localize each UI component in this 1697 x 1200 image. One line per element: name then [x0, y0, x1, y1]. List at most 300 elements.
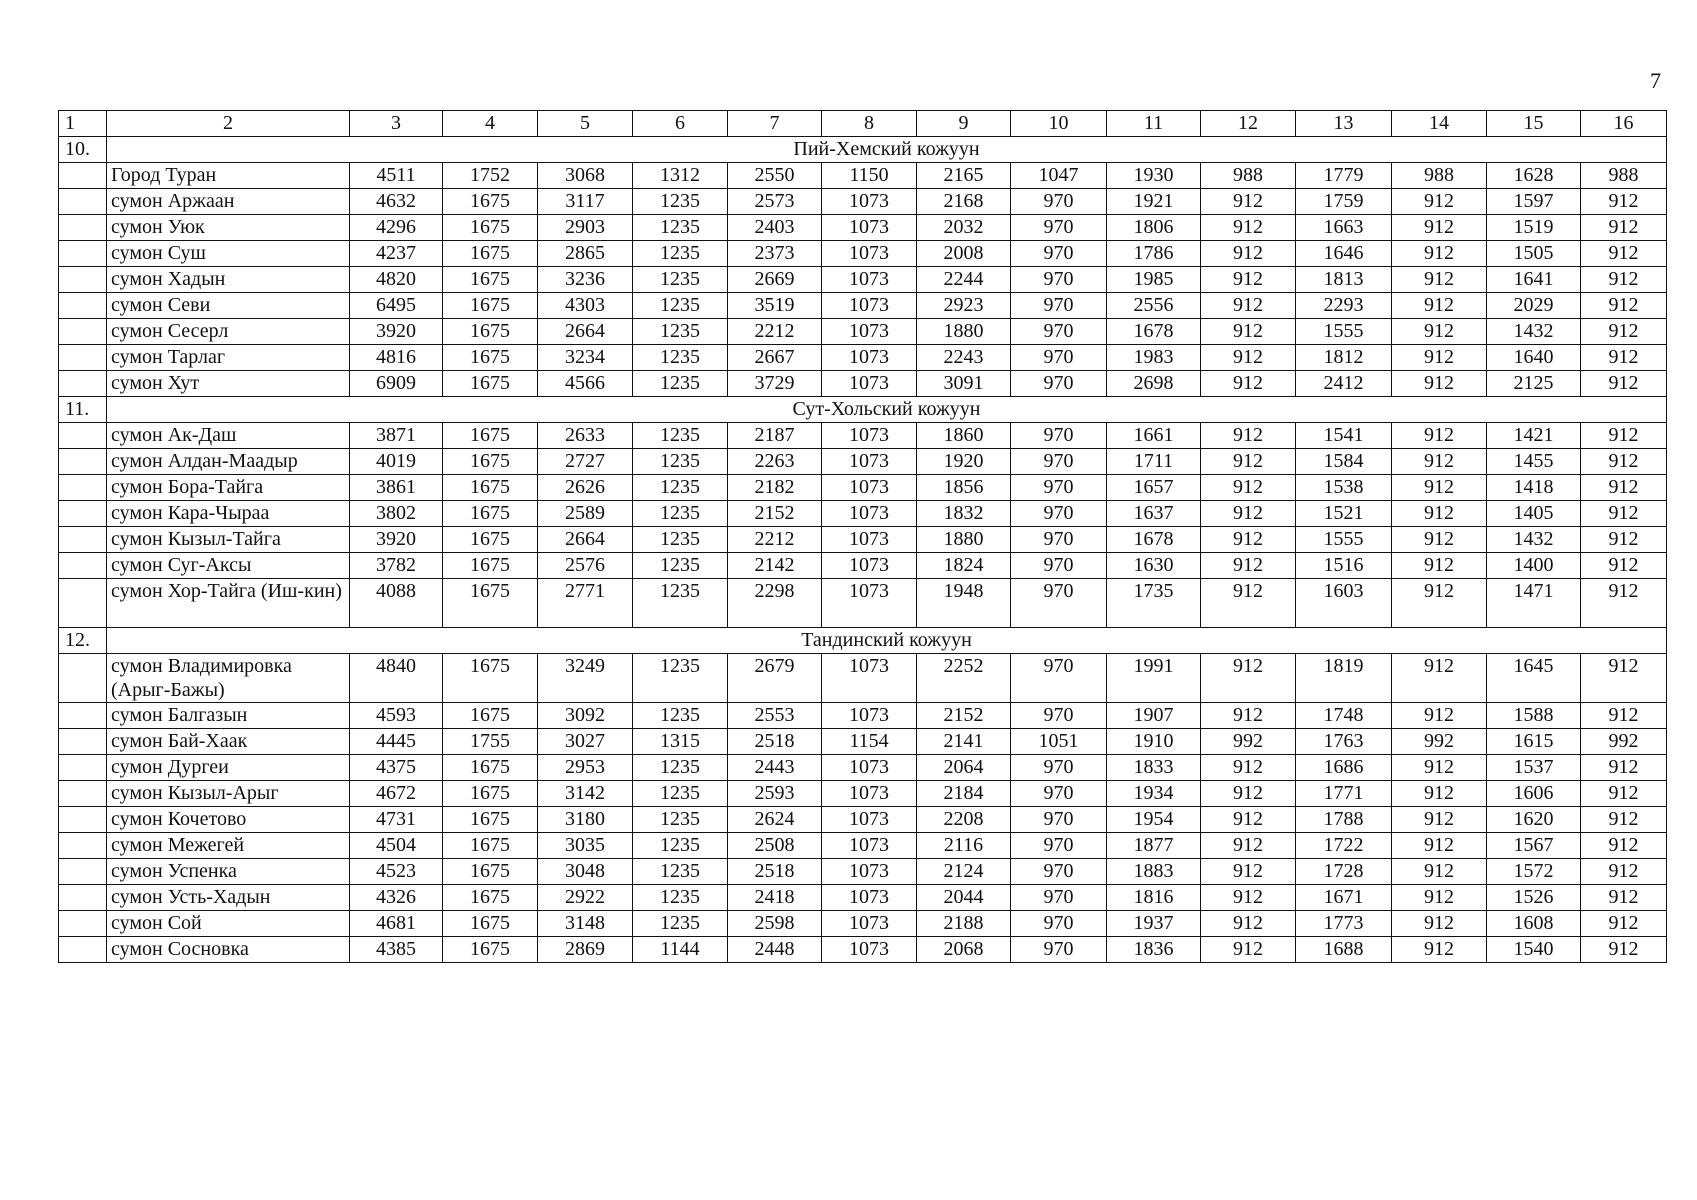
value-cell: 1073	[822, 293, 917, 319]
value-cell: 1628	[1487, 163, 1581, 189]
value-cell: 2771	[538, 579, 633, 628]
value-cell: 2188	[917, 911, 1011, 937]
value-cell: 1235	[633, 501, 728, 527]
value-cell: 912	[1581, 911, 1667, 937]
value-cell: 1615	[1487, 729, 1581, 755]
value-cell: 6909	[350, 371, 443, 397]
value-cell: 1675	[443, 885, 538, 911]
value-cell: 1603	[1296, 579, 1392, 628]
value-cell: 912	[1392, 345, 1487, 371]
value-cell: 988	[1201, 163, 1296, 189]
value-cell: 1315	[633, 729, 728, 755]
value-cell: 970	[1011, 501, 1107, 527]
empty-cell	[59, 241, 107, 267]
section-title: Сут-Хольский кожуун	[107, 397, 1667, 423]
value-cell: 3091	[917, 371, 1011, 397]
table-row	[59, 755, 1667, 781]
value-cell: 1432	[1487, 527, 1581, 553]
value-cell: 1675	[443, 293, 538, 319]
value-cell: 1824	[917, 553, 1011, 579]
value-cell: 1073	[822, 345, 917, 371]
value-cell: 1516	[1296, 553, 1392, 579]
value-cell: 1675	[443, 755, 538, 781]
value-cell: 912	[1392, 423, 1487, 449]
value-cell: 970	[1011, 654, 1107, 703]
value-cell: 1930	[1107, 163, 1201, 189]
table-row	[59, 475, 1667, 501]
value-cell: 1235	[633, 371, 728, 397]
value-cell: 1538	[1296, 475, 1392, 501]
value-cell: 970	[1011, 579, 1107, 628]
value-cell: 1073	[822, 755, 917, 781]
value-cell: 3236	[538, 267, 633, 293]
locality-name: сумон Тарлаг	[107, 345, 350, 371]
value-cell: 2044	[917, 885, 1011, 911]
value-cell: 1235	[633, 319, 728, 345]
value-cell: 970	[1011, 475, 1107, 501]
value-cell: 1907	[1107, 703, 1201, 729]
table-row	[59, 937, 1667, 963]
value-cell: 970	[1011, 859, 1107, 885]
value-cell: 2448	[728, 937, 822, 963]
value-cell: 2573	[728, 189, 822, 215]
value-cell: 912	[1581, 807, 1667, 833]
value-cell: 4088	[350, 579, 443, 628]
table-row	[59, 163, 1667, 189]
value-cell: 912	[1392, 267, 1487, 293]
value-cell: 2243	[917, 345, 1011, 371]
value-cell: 912	[1201, 807, 1296, 833]
value-cell: 3180	[538, 807, 633, 833]
value-cell: 1675	[443, 807, 538, 833]
value-cell: 1312	[633, 163, 728, 189]
value-cell: 970	[1011, 319, 1107, 345]
value-cell: 2518	[728, 729, 822, 755]
value-cell: 992	[1201, 729, 1296, 755]
value-cell: 1675	[443, 911, 538, 937]
value-cell: 1505	[1487, 241, 1581, 267]
column-number-cell: 4	[443, 111, 538, 137]
value-cell: 1432	[1487, 319, 1581, 345]
table-row	[59, 885, 1667, 911]
value-cell: 1073	[822, 885, 917, 911]
value-cell: 912	[1392, 527, 1487, 553]
value-cell: 1675	[443, 345, 538, 371]
value-cell: 1856	[917, 475, 1011, 501]
value-cell: 1948	[917, 579, 1011, 628]
value-cell: 912	[1392, 807, 1487, 833]
table-row	[59, 501, 1667, 527]
value-cell: 1555	[1296, 319, 1392, 345]
value-cell: 1645	[1487, 654, 1581, 703]
value-cell: 1880	[917, 527, 1011, 553]
value-cell: 970	[1011, 293, 1107, 319]
empty-cell	[59, 189, 107, 215]
section-row	[59, 397, 1667, 423]
value-cell: 970	[1011, 371, 1107, 397]
table-row	[59, 345, 1667, 371]
value-cell: 1073	[822, 911, 917, 937]
value-cell: 912	[1201, 319, 1296, 345]
value-cell: 912	[1201, 345, 1296, 371]
value-cell: 912	[1581, 501, 1667, 527]
value-cell: 1235	[633, 807, 728, 833]
value-cell: 1675	[443, 527, 538, 553]
empty-cell	[59, 911, 107, 937]
locality-name: сумон Хор-Тайга (Иш-кин)	[107, 579, 350, 628]
value-cell: 2869	[538, 937, 633, 963]
value-cell: 4566	[538, 371, 633, 397]
value-cell: 1073	[822, 527, 917, 553]
value-cell: 2553	[728, 703, 822, 729]
column-number-cell: 14	[1392, 111, 1487, 137]
value-cell: 970	[1011, 807, 1107, 833]
empty-cell	[59, 859, 107, 885]
table-row	[59, 781, 1667, 807]
table-row	[59, 807, 1667, 833]
column-number-cell: 8	[822, 111, 917, 137]
empty-cell	[59, 781, 107, 807]
value-cell: 912	[1581, 885, 1667, 911]
value-cell: 992	[1581, 729, 1667, 755]
value-cell: 1073	[822, 423, 917, 449]
value-cell: 2664	[538, 527, 633, 553]
value-cell: 3068	[538, 163, 633, 189]
value-cell: 2263	[728, 449, 822, 475]
value-cell: 1771	[1296, 781, 1392, 807]
value-cell: 970	[1011, 345, 1107, 371]
value-cell: 1150	[822, 163, 917, 189]
value-cell: 1047	[1011, 163, 1107, 189]
column-number-cell: 10	[1011, 111, 1107, 137]
value-cell: 1235	[633, 189, 728, 215]
value-cell: 992	[1392, 729, 1487, 755]
header-row	[59, 111, 1667, 137]
locality-name: сумон Сой	[107, 911, 350, 937]
value-cell: 2679	[728, 654, 822, 703]
value-cell: 2903	[538, 215, 633, 241]
value-cell: 1235	[633, 703, 728, 729]
value-cell: 4504	[350, 833, 443, 859]
value-cell: 1641	[1487, 267, 1581, 293]
value-cell: 1675	[443, 553, 538, 579]
value-cell: 2698	[1107, 371, 1201, 397]
value-cell: 4237	[350, 241, 443, 267]
value-cell: 4523	[350, 859, 443, 885]
value-cell: 912	[1392, 579, 1487, 628]
value-cell: 1711	[1107, 449, 1201, 475]
value-cell: 1073	[822, 215, 917, 241]
value-cell: 2373	[728, 241, 822, 267]
value-cell: 1675	[443, 859, 538, 885]
value-cell: 3117	[538, 189, 633, 215]
value-cell: 912	[1581, 371, 1667, 397]
value-cell: 4375	[350, 755, 443, 781]
value-cell: 1051	[1011, 729, 1107, 755]
column-number-cell: 7	[728, 111, 822, 137]
value-cell: 912	[1581, 654, 1667, 703]
value-cell: 2142	[728, 553, 822, 579]
locality-name: сумон Усть-Хадын	[107, 885, 350, 911]
value-cell: 1755	[443, 729, 538, 755]
value-cell: 1418	[1487, 475, 1581, 501]
value-cell: 912	[1581, 449, 1667, 475]
value-cell: 1235	[633, 449, 728, 475]
value-cell: 3802	[350, 501, 443, 527]
table-row	[59, 703, 1667, 729]
value-cell: 2298	[728, 579, 822, 628]
value-cell: 1540	[1487, 937, 1581, 963]
value-cell: 1812	[1296, 345, 1392, 371]
value-cell: 912	[1201, 885, 1296, 911]
value-cell: 1688	[1296, 937, 1392, 963]
empty-cell	[59, 807, 107, 833]
empty-cell	[59, 527, 107, 553]
value-cell: 1073	[822, 859, 917, 885]
table-row	[59, 241, 1667, 267]
value-cell: 1073	[822, 937, 917, 963]
value-cell: 1985	[1107, 267, 1201, 293]
value-cell: 912	[1581, 527, 1667, 553]
value-cell: 912	[1392, 319, 1487, 345]
value-cell: 1675	[443, 267, 538, 293]
value-cell: 1819	[1296, 654, 1392, 703]
value-cell: 1675	[443, 579, 538, 628]
value-cell: 1786	[1107, 241, 1201, 267]
value-cell: 1816	[1107, 885, 1201, 911]
value-cell: 1471	[1487, 579, 1581, 628]
value-cell: 2212	[728, 319, 822, 345]
value-cell: 1235	[633, 553, 728, 579]
value-cell: 912	[1581, 833, 1667, 859]
value-cell: 1675	[443, 319, 538, 345]
locality-name: сумон Севи	[107, 293, 350, 319]
value-cell: 2152	[728, 501, 822, 527]
value-cell: 912	[1392, 241, 1487, 267]
value-cell: 1073	[822, 449, 917, 475]
value-cell: 912	[1392, 911, 1487, 937]
value-cell: 912	[1392, 475, 1487, 501]
value-cell: 1584	[1296, 449, 1392, 475]
value-cell: 4632	[350, 189, 443, 215]
value-cell: 1661	[1107, 423, 1201, 449]
column-number-cell: 6	[633, 111, 728, 137]
column-number-cell: 2	[107, 111, 350, 137]
value-cell: 1860	[917, 423, 1011, 449]
value-cell: 1637	[1107, 501, 1201, 527]
locality-name: сумон Владимировка (Арыг-Бажы)	[107, 654, 350, 703]
value-cell: 1763	[1296, 729, 1392, 755]
value-cell: 1779	[1296, 163, 1392, 189]
empty-cell	[59, 267, 107, 293]
empty-cell	[59, 501, 107, 527]
value-cell: 912	[1201, 937, 1296, 963]
value-cell: 1235	[633, 241, 728, 267]
value-cell: 3871	[350, 423, 443, 449]
value-cell: 3249	[538, 654, 633, 703]
value-cell: 1235	[633, 475, 728, 501]
value-cell: 1235	[633, 781, 728, 807]
value-cell: 912	[1201, 781, 1296, 807]
value-cell: 1572	[1487, 859, 1581, 885]
value-cell: 970	[1011, 267, 1107, 293]
value-cell: 1235	[633, 527, 728, 553]
section-number: 10.	[59, 137, 107, 163]
locality-name: сумон Балгазын	[107, 703, 350, 729]
value-cell: 912	[1201, 553, 1296, 579]
value-cell: 912	[1201, 241, 1296, 267]
value-cell: 2667	[728, 345, 822, 371]
table-row	[59, 911, 1667, 937]
value-cell: 2068	[917, 937, 1011, 963]
column-number-cell: 5	[538, 111, 633, 137]
value-cell: 1675	[443, 189, 538, 215]
value-cell: 912	[1581, 937, 1667, 963]
value-cell: 1675	[443, 215, 538, 241]
value-cell: 1678	[1107, 527, 1201, 553]
value-cell: 1880	[917, 319, 1011, 345]
value-cell: 2208	[917, 807, 1011, 833]
value-cell: 1154	[822, 729, 917, 755]
value-cell: 2626	[538, 475, 633, 501]
value-cell: 912	[1581, 859, 1667, 885]
value-cell: 912	[1392, 833, 1487, 859]
value-cell: 1991	[1107, 654, 1201, 703]
value-cell: 4445	[350, 729, 443, 755]
value-cell: 912	[1201, 527, 1296, 553]
value-cell: 912	[1201, 654, 1296, 703]
value-cell: 912	[1581, 319, 1667, 345]
table-row	[59, 449, 1667, 475]
value-cell: 912	[1392, 937, 1487, 963]
value-cell: 1073	[822, 833, 917, 859]
value-cell: 1073	[822, 501, 917, 527]
value-cell: 2244	[917, 267, 1011, 293]
locality-name: сумон Сосновка	[107, 937, 350, 963]
value-cell: 1073	[822, 241, 917, 267]
value-cell: 1235	[633, 654, 728, 703]
value-cell: 3234	[538, 345, 633, 371]
value-cell: 1405	[1487, 501, 1581, 527]
value-cell: 912	[1392, 859, 1487, 885]
value-cell: 1630	[1107, 553, 1201, 579]
empty-cell	[59, 579, 107, 628]
value-cell: 4326	[350, 885, 443, 911]
locality-name: сумон Межегей	[107, 833, 350, 859]
value-cell: 2252	[917, 654, 1011, 703]
value-cell: 2212	[728, 527, 822, 553]
locality-name: сумон Ак-Даш	[107, 423, 350, 449]
value-cell: 1235	[633, 579, 728, 628]
table-row	[59, 833, 1667, 859]
value-cell: 912	[1201, 911, 1296, 937]
value-cell: 1833	[1107, 755, 1201, 781]
value-cell: 912	[1581, 423, 1667, 449]
locality-name: сумон Успенка	[107, 859, 350, 885]
value-cell: 1073	[822, 189, 917, 215]
column-number-cell: 1	[59, 111, 107, 137]
empty-cell	[59, 729, 107, 755]
value-cell: 1752	[443, 163, 538, 189]
value-cell: 970	[1011, 449, 1107, 475]
value-cell: 1073	[822, 475, 917, 501]
value-cell: 1646	[1296, 241, 1392, 267]
table-row	[59, 267, 1667, 293]
value-cell: 1620	[1487, 807, 1581, 833]
value-cell: 912	[1581, 267, 1667, 293]
value-cell: 1567	[1487, 833, 1581, 859]
value-cell: 970	[1011, 703, 1107, 729]
section-title: Тандинский кожуун	[107, 628, 1667, 654]
value-cell: 4303	[538, 293, 633, 319]
section-number: 12.	[59, 628, 107, 654]
value-cell: 1813	[1296, 267, 1392, 293]
value-cell: 4681	[350, 911, 443, 937]
value-cell: 912	[1201, 449, 1296, 475]
value-cell: 970	[1011, 911, 1107, 937]
column-number-cell: 9	[917, 111, 1011, 137]
value-cell: 2589	[538, 501, 633, 527]
value-cell: 1663	[1296, 215, 1392, 241]
section-row	[59, 628, 1667, 654]
value-cell: 1678	[1107, 319, 1201, 345]
value-cell: 1748	[1296, 703, 1392, 729]
value-cell: 912	[1392, 215, 1487, 241]
empty-cell	[59, 215, 107, 241]
table-row	[59, 527, 1667, 553]
column-number-cell: 12	[1201, 111, 1296, 137]
value-cell: 912	[1392, 654, 1487, 703]
table-row	[59, 423, 1667, 449]
value-cell: 4840	[350, 654, 443, 703]
column-number-cell: 16	[1581, 111, 1667, 137]
value-cell: 1073	[822, 807, 917, 833]
value-cell: 988	[1581, 163, 1667, 189]
value-cell: 2412	[1296, 371, 1392, 397]
value-cell: 1235	[633, 911, 728, 937]
value-cell: 6495	[350, 293, 443, 319]
value-cell: 970	[1011, 189, 1107, 215]
table-row	[59, 729, 1667, 755]
locality-name: сумон Бора-Тайга	[107, 475, 350, 501]
value-cell: 3142	[538, 781, 633, 807]
value-cell: 4385	[350, 937, 443, 963]
value-cell: 912	[1581, 781, 1667, 807]
value-cell: 1235	[633, 215, 728, 241]
value-cell: 912	[1201, 475, 1296, 501]
value-cell: 2865	[538, 241, 633, 267]
value-cell: 912	[1201, 293, 1296, 319]
value-cell: 1806	[1107, 215, 1201, 241]
value-cell: 4019	[350, 449, 443, 475]
table-row	[59, 654, 1667, 703]
locality-name: сумон Уюк	[107, 215, 350, 241]
locality-name: сумон Дургеи	[107, 755, 350, 781]
value-cell: 2923	[917, 293, 1011, 319]
section-title: Пий-Хемский кожуун	[107, 137, 1667, 163]
value-cell: 1400	[1487, 553, 1581, 579]
locality-name: сумон Кызыл-Арыг	[107, 781, 350, 807]
value-cell: 2518	[728, 859, 822, 885]
value-cell: 2124	[917, 859, 1011, 885]
value-cell: 2624	[728, 807, 822, 833]
value-cell: 912	[1392, 755, 1487, 781]
locality-name: сумон Суш	[107, 241, 350, 267]
value-cell: 1934	[1107, 781, 1201, 807]
value-cell: 912	[1201, 501, 1296, 527]
value-cell: 912	[1201, 423, 1296, 449]
value-cell: 2508	[728, 833, 822, 859]
